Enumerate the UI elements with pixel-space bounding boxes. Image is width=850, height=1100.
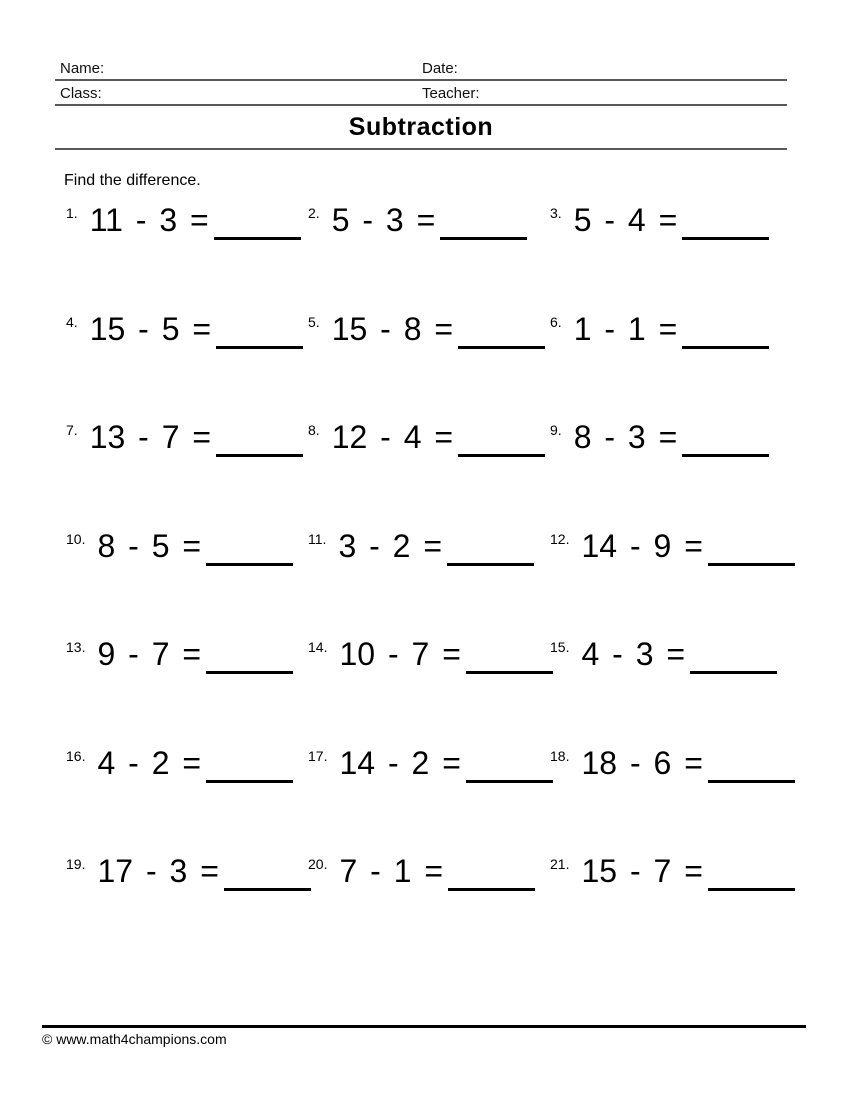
answer-blank[interactable] — [448, 885, 535, 891]
problem-number: 11. — [308, 530, 327, 547]
problem-number: 4. — [66, 313, 78, 330]
problem-number: 2. — [308, 205, 320, 221]
problem-expression: 4 - 2 = — [97, 744, 202, 781]
answer-blank[interactable] — [682, 234, 769, 240]
name-label: Name: — [60, 60, 105, 77]
problem-expression: 5 - 3 = — [331, 202, 436, 238]
answer-blank[interactable] — [224, 885, 311, 891]
problem-expression: 3 - 2 = — [338, 527, 443, 564]
answer-blank[interactable] — [466, 777, 553, 783]
problem-number: 10. — [66, 530, 86, 547]
problem-expression: 7 - 1 = — [339, 853, 444, 889]
problem-number: 14. — [308, 639, 328, 655]
problem-expression: 12 - 4 = — [331, 419, 454, 455]
answer-blank[interactable] — [206, 560, 293, 566]
problem-number: 7. — [66, 422, 78, 438]
problem-item-6 — [550, 303, 790, 412]
problem-number: 15. — [550, 639, 570, 655]
problem-item-21 — [550, 845, 790, 954]
problem-number: 8. — [308, 422, 320, 438]
problem-expression: 5 - 4 = — [573, 202, 678, 238]
problem-number: 5. — [308, 313, 320, 330]
problem-item-4 — [66, 303, 308, 412]
problem-item-13 — [66, 628, 308, 737]
problem-item-5 — [308, 303, 550, 412]
problem-item-16 — [66, 737, 308, 846]
instruction-text: Find the difference. — [64, 172, 201, 189]
answer-blank[interactable] — [206, 668, 293, 674]
date-label: Date: — [422, 60, 458, 77]
problem-item-11 — [308, 520, 550, 629]
problem-number: 19. — [66, 856, 86, 872]
problem-expression: 10 - 7 = — [339, 636, 461, 672]
problem-item-7 — [66, 411, 308, 520]
copyright-text: © www.math4champions.com — [42, 1031, 227, 1047]
problem-expression: 14 - 2 = — [339, 744, 461, 781]
problem-expression: 1 - 1 = — [573, 310, 678, 347]
problem-expression: 11 - 3 = — [89, 202, 209, 238]
answer-blank[interactable] — [206, 777, 293, 783]
problem-item-3 — [550, 194, 790, 303]
answer-blank[interactable] — [447, 560, 534, 566]
answer-blank[interactable] — [682, 451, 769, 457]
problem-number: 17. — [308, 747, 328, 764]
problem-expression: 15 - 5 = — [89, 310, 212, 347]
answer-blank[interactable] — [708, 777, 795, 783]
answer-blank[interactable] — [708, 560, 795, 566]
problem-number: 12. — [550, 530, 570, 547]
title-rule — [55, 148, 787, 150]
problem-expression: 14 - 9 = — [581, 527, 703, 564]
answer-blank[interactable] — [214, 234, 301, 240]
problem-item-8 — [308, 411, 550, 520]
problem-item-20 — [308, 845, 550, 954]
problem-number: 9. — [550, 422, 562, 438]
problem-number: 18. — [550, 747, 570, 764]
answer-blank[interactable] — [458, 451, 545, 457]
problem-expression: 13 - 7 = — [89, 419, 212, 455]
answer-blank[interactable] — [690, 668, 777, 674]
answer-blank[interactable] — [458, 343, 545, 349]
problem-item-1 — [66, 194, 308, 303]
problem-number: 1. — [66, 205, 78, 221]
problem-number: 16. — [66, 747, 86, 764]
problem-number: 3. — [550, 205, 562, 221]
teacher-label: Teacher: — [422, 85, 480, 102]
problem-item-15 — [550, 628, 790, 737]
problem-expression: 17 - 3 = — [97, 853, 219, 889]
problem-expression: 15 - 8 = — [331, 310, 454, 347]
problem-expression: 4 - 3 = — [581, 636, 686, 672]
problems-grid — [66, 194, 790, 954]
problem-item-18 — [550, 737, 790, 846]
problem-number: 20. — [308, 856, 328, 872]
problem-expression: 18 - 6 = — [581, 744, 703, 781]
footer-rule — [42, 1025, 806, 1028]
answer-blank[interactable] — [216, 451, 303, 457]
page-title: Subtraction — [348, 113, 494, 141]
problem-expression: 8 - 5 = — [97, 527, 202, 564]
problem-expression: 15 - 7 = — [581, 853, 703, 889]
answer-blank[interactable] — [216, 343, 303, 349]
problem-number: 13. — [66, 639, 86, 655]
problem-item-12 — [550, 520, 790, 629]
problem-item-2 — [308, 194, 550, 303]
answer-blank[interactable] — [682, 343, 769, 349]
problem-item-19 — [66, 845, 308, 954]
problem-number: 6. — [550, 313, 562, 330]
problem-expression: 8 - 3 = — [573, 419, 678, 455]
class-teacher-row[interactable] — [55, 84, 787, 106]
answer-blank[interactable] — [466, 668, 553, 674]
problem-item-17 — [308, 737, 550, 846]
answer-blank[interactable] — [708, 885, 795, 891]
problem-expression: 9 - 7 = — [97, 636, 202, 672]
problem-item-14 — [308, 628, 550, 737]
problem-item-9 — [550, 411, 790, 520]
answer-blank[interactable] — [440, 234, 527, 240]
class-label: Class: — [60, 85, 102, 102]
problem-item-10 — [66, 520, 308, 629]
name-date-row[interactable] — [55, 59, 787, 81]
problem-number: 21. — [550, 856, 570, 872]
